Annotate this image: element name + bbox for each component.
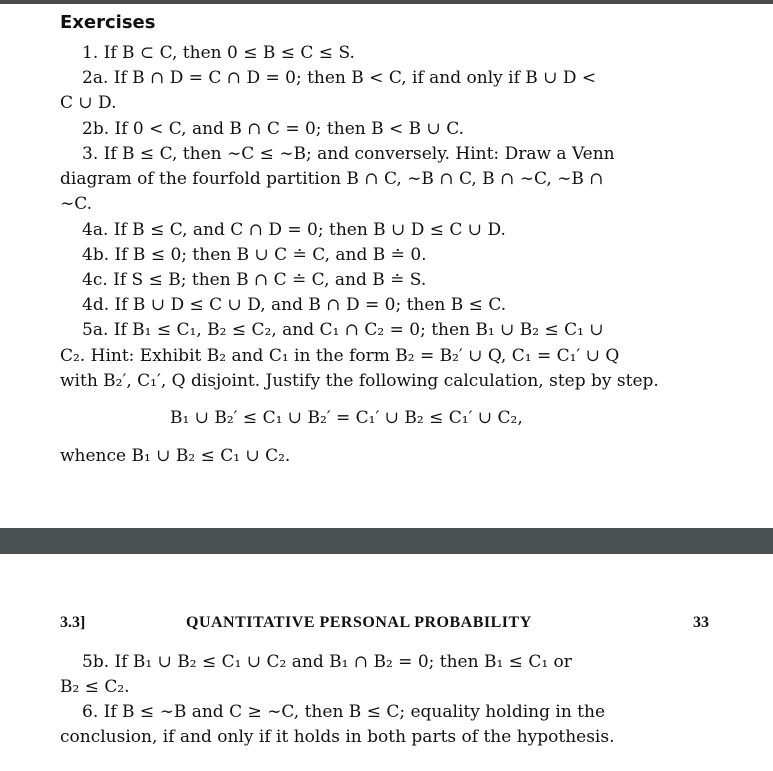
exercise-line: whence B₁ ∪ B₂ ≤ C₁ ∪ C₂. (60, 446, 291, 466)
page-divider (0, 528, 773, 554)
exercise-line: 3. If B ≤ C, then ∼C ≤ ∼B; and conversely. Hint: Draw a Venn (82, 144, 615, 164)
section-number: 3.3] (60, 614, 86, 631)
exercise-line: B₂ ≤ C₂. (60, 677, 130, 697)
exercise-line: 4d. If B ∪ D ≤ C ∪ D, and B ∩ D = 0; then B ≤ C. (82, 295, 507, 315)
exercise-line: C ∪ D. (60, 93, 117, 113)
page-number: 33 (693, 614, 709, 631)
page-lower (0, 554, 773, 771)
page-upper (0, 4, 773, 528)
exercise-line: C₂. Hint: Exhibit B₂ and C₁ in the form B₂ = B₂′ ∪ Q, C₁ = C₁′ ∪ Q (60, 346, 620, 366)
exercise-line: 4b. If B ≤ 0; then B ∪ C ≐ C, and B ≐ 0. (82, 245, 427, 265)
exercise-line: 2a. If B ∩ D = C ∩ D = 0; then B < C, if and only if B ∪ D < (82, 68, 597, 88)
display-equation: B₁ ∪ B₂′ ≤ C₁ ∪ B₂′ = C₁′ ∪ B₂ ≤ C₁′ ∪ C₂, (170, 408, 523, 428)
exercise-line: 5b. If B₁ ∪ B₂ ≤ C₁ ∪ C₂ and B₁ ∩ B₂ = 0; then B₁ ≤ C₁ or (82, 652, 572, 672)
exercise-line: conclusion, if and only if it holds in both parts of the hypothesis. (60, 727, 615, 747)
exercise-line: with B₂′, C₁′, Q disjoint. Justify the following calculation, step by step. (60, 371, 659, 391)
exercise-line: 4a. If B ≤ C, and C ∩ D = 0; then B ∪ D ≤ C ∪ D. (82, 220, 506, 240)
exercise-line: 5a. If B₁ ≤ C₁, B₂ ≤ C₂, and C₁ ∩ C₂ = 0; then B₁ ∪ B₂ ≤ C₁ ∪ (82, 320, 604, 340)
running-title: QUANTITATIVE PERSONAL PROBABILITY (186, 614, 532, 631)
exercise-line: 4c. If S ≤ B; then B ∩ C ≐ C, and B ≐ S. (82, 270, 427, 290)
exercise-line: diagram of the fourfold partition B ∩ C, ∼B ∩ C, B ∩ ∼C, ∼B ∩ (60, 169, 604, 189)
exercises-heading: Exercises (60, 12, 156, 33)
exercise-line: 2b. If 0 < C, and B ∩ C = 0; then B < B ∪ C. (82, 119, 465, 139)
exercise-line: 1. If B ⊂ C, then 0 ≤ B ≤ C ≤ S. (82, 43, 355, 63)
exercise-line: 6. If B ≤ ∼B and C ≥ ∼C, then B ≤ C; equality holding in the (82, 702, 606, 722)
exercise-line: ∼C. (60, 194, 93, 214)
